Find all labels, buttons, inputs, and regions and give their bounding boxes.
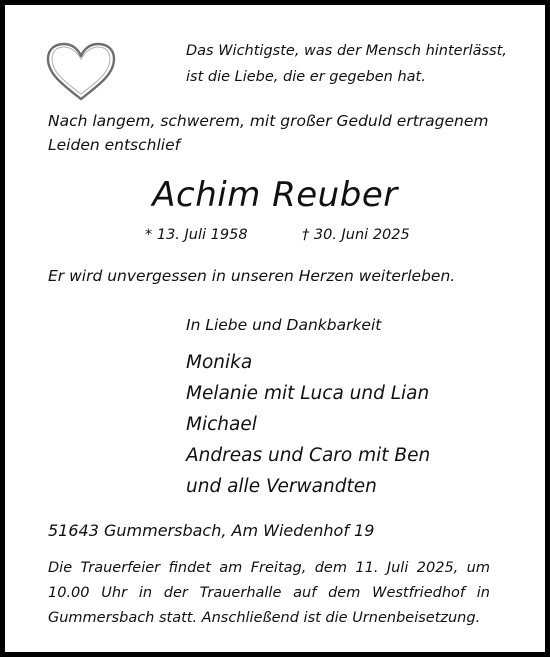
- family-member: Monika: [186, 352, 253, 373]
- family-member: Michael: [186, 414, 257, 435]
- family-member: Andreas und Caro mit Ben: [186, 445, 431, 466]
- thanks-line: In Liebe und Dankbarkeit: [186, 316, 382, 334]
- funeral-service-info: Die Trauerfeier findet am Freitag, dem 11. Juli 2025, um 10.00 Uhr in der Trauerhalle auf dem Westfriedhof in Gummersbach statt. Anschließend ist die Urnenbeisetzung.: [48, 560, 490, 626]
- quote-line-2: ist die Liebe, die er gegeben hat.: [186, 69, 426, 85]
- intro-line-2: Leiden entschlief: [48, 136, 181, 154]
- quote-line-1: Das Wichtigste, was der Mensch hinterlässt,: [186, 43, 507, 59]
- intro-line-1: Nach langem, schwerem, mit großer Geduld ertragenem: [48, 112, 489, 130]
- deceased-name: Achim Reuber: [152, 175, 398, 215]
- memorial-motto: Er wird unvergessen in unseren Herzen weiterleben.: [48, 267, 456, 285]
- family-member: Melanie mit Luca und Lian: [186, 383, 430, 404]
- family-address: 51643 Gummersbach, Am Wiedenhof 19: [48, 521, 375, 540]
- birth-date: * 13. Juli 1958: [145, 227, 248, 243]
- heart-icon: [43, 41, 119, 105]
- family-member: und alle Verwandten: [186, 476, 377, 497]
- death-date: † 30. Juni 2025: [302, 227, 410, 243]
